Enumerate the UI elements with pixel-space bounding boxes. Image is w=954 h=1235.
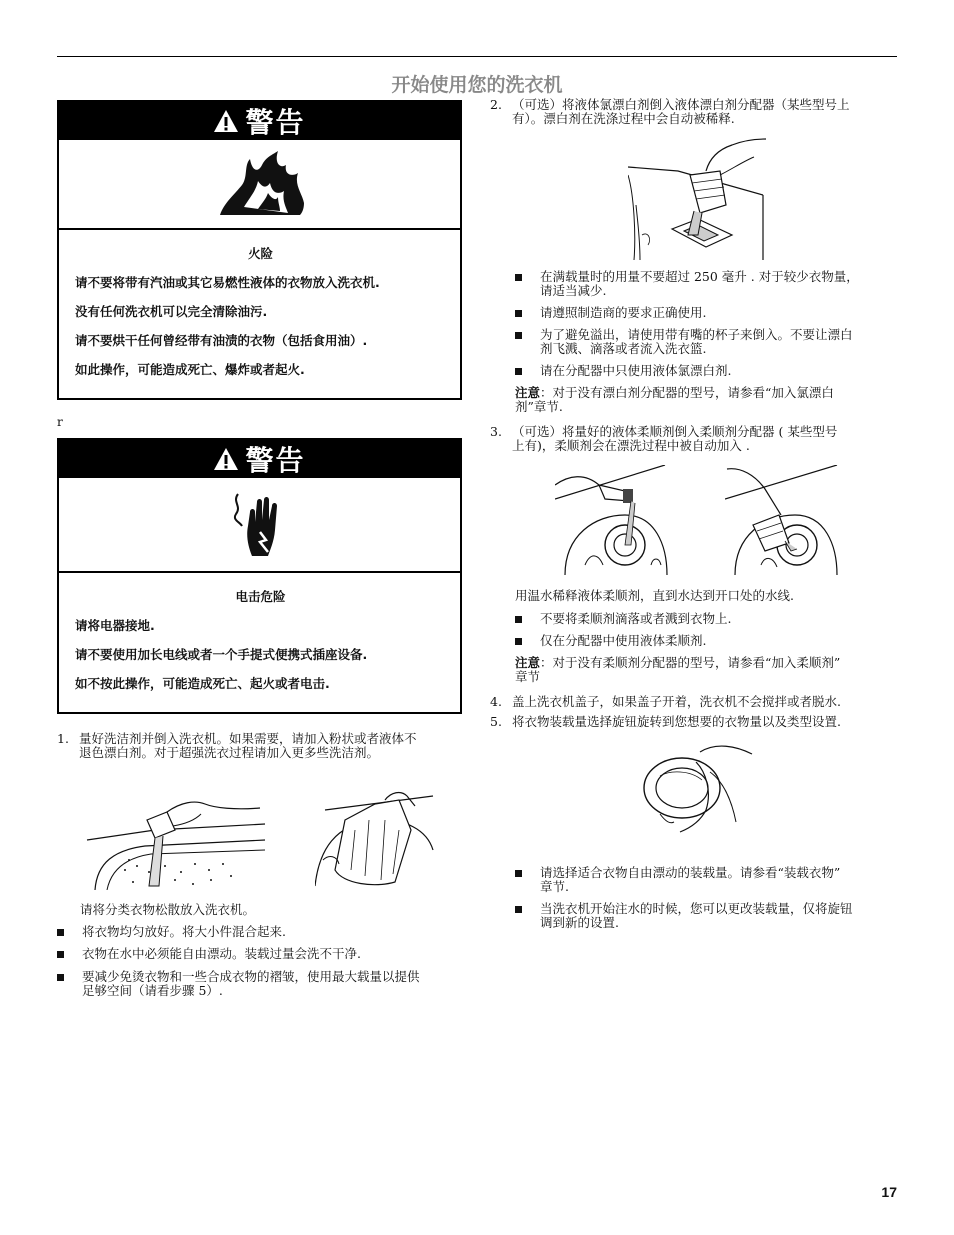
bullet-text: 在满载量时的用量不要超过 250 毫升 . 对于较少衣物量， [540,269,859,284]
bullet-text: 衣物在水中必须能自由漂动。装载过量会洗不干净. [82,946,361,961]
warning-line: 请不要将带有汽油或其它易燃性液体的衣物放入洗衣机. [75,275,380,290]
step-text-line: （可选）将量好的液体柔顺剂倒入柔顺剂分配器 ( 某些型号 [512,424,838,439]
bullet-text: 不要将柔顺剂滴落或者溅到衣物上. [540,611,732,626]
bullet-text: 将衣物均匀放好。将大小件混合起来. [82,924,286,939]
step-number: 2. [490,97,502,112]
step-text-line: 量好洗洁剂并倒入洗衣机。如果需要，请加入粉状或者液体不 [79,731,417,746]
bullet-text: 章节. [540,879,569,894]
warning-header [59,440,460,478]
step-1 [57,732,467,762]
header-rule [57,56,897,57]
step-text-line: 上有)，柔顺剂会在漂洗过程中被自动加入 . [512,438,750,453]
bullet-square [57,929,64,936]
note-text: ：对于没有漂白剂分配器的型号，请参看“加入氯漂白 [540,385,834,400]
warning-line: 没有任何洗衣机可以完全清除油污. [75,304,268,319]
hazard-title: 火险 [247,246,273,261]
bullet-text: 剂飞溅、滴落或者流入洗衣篮. [540,341,707,356]
bullet-text: 要减少免烫衣物和一些合成衣物的褶皱，使用最大载量以提供 [82,969,420,984]
bullet-square [515,616,522,623]
page-number: 17 [881,1184,897,1200]
note-text: ：对于没有柔顺剂分配器的型号，请参看“加入柔顺剂” [540,655,841,670]
bullet-square [515,906,522,913]
note-softener [515,656,895,684]
electric-warning-text [59,573,460,692]
bullet-square [515,332,522,339]
stray-char: r [57,415,63,429]
step-number: 3. [490,424,502,439]
step-number: 5. [490,714,502,729]
shock-icon-row [59,478,460,573]
electric-shock-hand-icon [230,492,290,558]
hazard-title: 电击危险 [235,589,286,604]
step-number: 1. [57,731,69,746]
fire-icon [214,151,306,217]
bullet-text: 调到新的设置. [540,915,619,930]
note-text: 章节 [515,669,541,684]
warning-triangle-icon [213,109,239,133]
bullet-text: 仅在分配器中使用液体柔顺剂. [540,633,707,648]
bullet-square [515,274,522,281]
step-4 [490,695,900,711]
warning-header-label: 警告 [245,444,306,477]
pour-detergent-illustration [85,790,270,890]
softener-bottle-illustration [555,465,670,575]
fire-warning-text [59,230,460,378]
bullet-text: 为了避免溢出，请使用带有嘴的杯子来倒入。不要让漂白 [540,327,853,342]
electric-warning-box [57,438,462,714]
warning-line: 请将电器接地. [75,618,155,633]
softener-cup-illustration [725,465,840,575]
warning-triangle-icon [213,447,239,471]
step-5 [490,715,900,731]
page-title: 开始使用您的洗衣机 [391,74,563,96]
bullet-text: 请在分配器中只使用液体氯漂白剂. [540,363,732,378]
load-size-knob-illustration [640,742,755,837]
bullet-text: 当洗衣机开始注水的时候，您可以更改装载量，仅将旋钮 [540,901,853,916]
warning-line: 如不按此操作，可能造成死亡、起火或者电击. [75,676,330,691]
load-clothes-illustration [315,790,435,890]
bullet-square [515,368,522,375]
bullet-text: 请选择适合衣物自由漂动的装载量。请参看“装载衣物” [540,865,841,880]
note-label: 注意 [515,385,541,400]
note-label: 注意 [515,655,541,670]
bullet-square [515,638,522,645]
warning-header [59,102,460,140]
fire-icon-row [59,140,460,230]
warning-header-label: 警告 [245,106,306,139]
bullet-square [57,951,64,958]
note-text: 剂”章节. [515,399,563,414]
softener-dilute-instruction: 用温水稀释液体柔顺剂，直到水达到开口处的水线. [515,588,794,603]
step-text-line: 盖上洗衣机盖子，如果盖子开着，洗衣机不会搅拌或者脱水. [512,694,841,709]
bullet-square [515,310,522,317]
load-instruction: 请将分类衣物松散放入洗衣机。 [80,902,256,917]
note-bleach [515,386,895,414]
warning-line: 如此操作，可能造成死亡、爆炸或者起火. [75,362,305,377]
bullet-text: 请适当减少. [540,283,607,298]
bullet-square [515,870,522,877]
step-text-line: 将衣物装载量选择旋钮旋转到您想要的衣物量以及类型设置. [512,714,841,729]
step-number: 4. [490,694,502,709]
bullet-text: 足够空间（请看步骤 5）. [82,983,223,998]
step-3 [490,425,900,455]
bleach-pour-illustration [628,135,768,260]
step-text-line: 有）。漂白剂在洗涤过程中会自动被稀释. [512,111,735,126]
warning-line: 请不要使用加长电线或者一个手提式便携式插座设备. [75,647,368,662]
bullet-square [57,974,64,981]
fire-warning-box [57,100,462,400]
warning-line: 请不要烘干任何曾经带有油渍的衣物（包括食用油）. [75,333,368,348]
step-text-line: 退色漂白剂。对于超强洗衣过程请加入更多些洗洁剂。 [79,745,380,760]
step-2 [490,98,900,128]
bullet-text: 请遵照制造商的要求正确使用. [540,305,707,320]
step-text-line: （可选）将液体氯漂白剂倒入液体漂白剂分配器（某些型号上 [512,97,850,112]
